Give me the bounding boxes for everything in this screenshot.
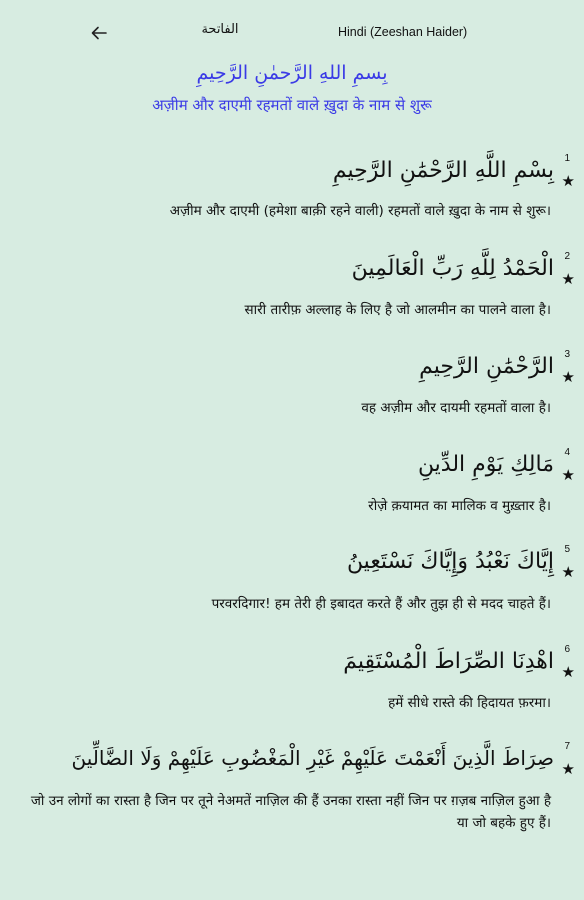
verse-arabic: مَالِكِ يَوْمِ الدِّينِ	[417, 452, 554, 477]
bookmark-star-icon[interactable]: ★	[561, 563, 575, 581]
top-bar	[0, 0, 584, 64]
verse-number: 4	[564, 447, 570, 458]
bookmark-star-icon[interactable]: ★	[561, 172, 575, 190]
bookmark-star-icon[interactable]: ★	[561, 270, 575, 288]
translation-selector[interactable]: Hindi (Zeeshan Haider)	[338, 25, 468, 39]
verse-arabic: صِرَاطَ الَّذِينَ أَنْعَمْتَ عَلَيْهِمْ غَيْرِ الْمَغْضُوبِ عَلَيْهِمْ وَلَا الضَّالِّينَ	[71, 746, 554, 770]
bookmark-star-icon[interactable]: ★	[561, 368, 575, 386]
verse-translation: वह अज़ीम और दायमी रहमतों वाला है।	[361, 400, 551, 416]
bookmark-star-icon[interactable]: ★	[561, 466, 575, 484]
verse-arabic: إِيَّاكَ نَعْبُدُ وَإِيَّاكَ نَسْتَعِينُ	[346, 549, 554, 574]
bookmark-star-icon[interactable]: ★	[561, 760, 575, 778]
verse-number: 1	[564, 153, 570, 164]
verse-number: 3	[564, 349, 570, 360]
verse-translation: परवरदिगार! हम तेरी ही इबादत करते हैं और तुझ ही से मदद चाहते हैं।	[211, 596, 551, 612]
verse-number: 5	[564, 544, 570, 555]
surah-title: الفاتحة	[201, 22, 239, 37]
verse-arabic: الرَّحْمَٰنِ الرَّحِيمِ	[419, 354, 554, 379]
bismillah-translation: अज़ीम और दाएमी रहमतों वाले ख़ुदा के नाम से शुरू	[152, 96, 432, 114]
bookmark-star-icon[interactable]: ★	[561, 663, 575, 681]
verse-translation: सारी तारीफ़ अल्लाह के लिए है जो आलमीन का पालने वाला है।	[244, 302, 551, 318]
verse-translation: हमें सीधे रास्ते की हिदायत फ़रमा।	[388, 695, 551, 711]
verse-translation: रोज़े क़यामत का मालिक व मुख़्तार है।	[368, 498, 551, 514]
verse-translation: जो उन लोगों का रास्ता है जिन पर तूने नेअमतें नाज़िल की हैं उनका रास्ता नहीं जिन पर ग़ज़ब नाज़िल हुआ है या जो बहके हुए हैं।	[30, 793, 551, 831]
verse-number: 7	[564, 741, 570, 752]
verse-number: 2	[564, 251, 570, 262]
bismillah-arabic: بِسمِ اللهِ الرَّحمٰنِ الرَّحِيمِ	[196, 62, 388, 84]
verse-arabic: اهْدِنَا الصِّرَاطَ الْمُسْتَقِيمَ	[343, 649, 554, 674]
verse-number: 6	[564, 644, 570, 655]
verse-arabic: الْحَمْدُ لِلَّهِ رَبِّ الْعَالَمِينَ	[351, 256, 554, 281]
arrow-left-icon	[91, 26, 107, 40]
verse-arabic: بِسْمِ اللَّهِ الرَّحْمَٰنِ الرَّحِيمِ	[332, 158, 554, 183]
back-button[interactable]	[86, 20, 112, 46]
verse-translation: अज़ीम और दाएमी (हमेशा बाक़ी रहने वाली) रहमतों वाले ख़ुदा के नाम से शुरू।	[169, 203, 551, 219]
